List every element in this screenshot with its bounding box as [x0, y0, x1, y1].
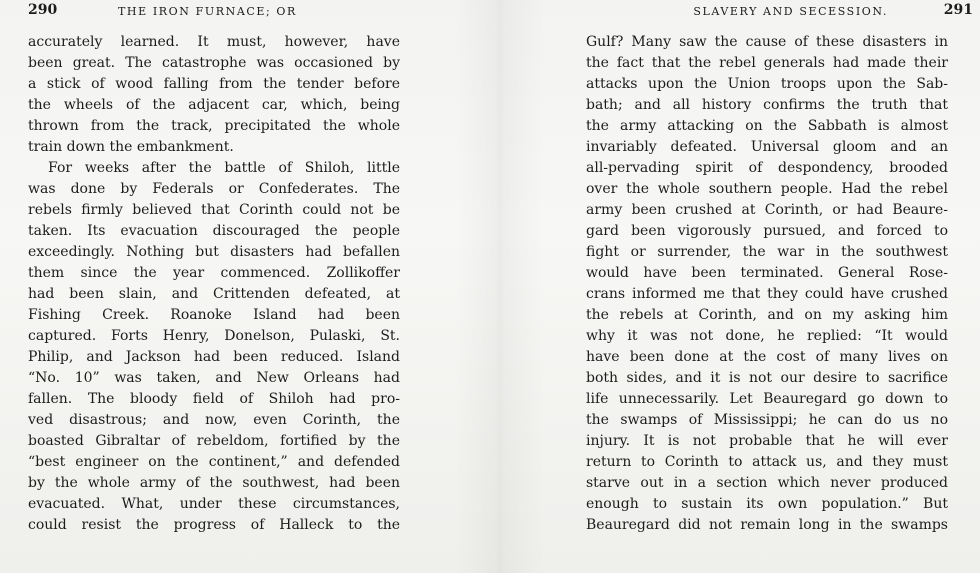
text-line: both sides, and it is not our desire to sacrifice [586, 370, 948, 386]
text-line: the rebels at Corinth, and on my asking him [586, 307, 948, 323]
text-line: return to Corinth to attack us, and they must [586, 454, 948, 470]
right-body-text [586, 32, 948, 536]
left-running-title: THE IRON FURNACE; OR [118, 5, 297, 18]
left-page [28, 0, 400, 536]
text-line: captured. Forts Henry, Donelson, Pulaski, St. [28, 328, 400, 344]
text-line: enough to sustain its own population.” But [586, 496, 948, 512]
text-line: ved disastrous; and now, even Corinth, the [28, 412, 400, 428]
text-line: a stick of wood falling from the tender before [28, 76, 400, 92]
text-line: crans informed me that they could have crushed [586, 286, 948, 302]
text-line: fallen. The bloody field of Shiloh had pro- [28, 391, 400, 407]
text-line: the swamps of Mississippi; he can do us no [586, 412, 948, 428]
text-line: would have been terminated. General Rose- [586, 265, 948, 281]
text-line: been great. The catastrophe was occasioned by [28, 55, 400, 71]
text-line: bath; and all history confirms the truth that [586, 97, 948, 113]
text-line: Philip, and Jackson had been reduced. Island [28, 349, 400, 365]
text-line: train down the embankment. [28, 139, 234, 155]
text-line: was done by Federals or Confederates. The [28, 181, 400, 197]
text-line: attacks upon the Union troops upon the Sab- [586, 76, 948, 92]
text-line: army been crushed at Corinth, or had Beaure- [586, 202, 948, 218]
right-running-title: SLAVERY AND SECESSION. [693, 5, 888, 18]
text-line: them since the year commenced. Zollikoffer [28, 265, 400, 281]
left-body-text [28, 32, 400, 536]
book-gutter [455, 0, 545, 573]
text-line: rebels firmly believed that Corinth could not be [28, 202, 400, 218]
text-line: invariably defeated. Universal gloom and an [586, 139, 948, 155]
text-line: boasted Gibraltar of rebeldom, fortified by the [28, 433, 400, 449]
text-line: all-pervading spirit of despondency, brooded [586, 160, 948, 176]
text-line: fight or surrender, the war in the southwest [586, 244, 948, 260]
text-line: had been slain, and Crittenden defeated, at [28, 286, 400, 302]
text-line: the fact that the rebel generals had made their [586, 55, 948, 71]
text-line: “No. 10” was taken, and New Orleans had [28, 370, 400, 386]
right-running-head [586, 0, 973, 24]
text-line: “best engineer on the continent,” and defended [28, 454, 400, 470]
text-line: taken. Its evacuation discouraged the people [28, 223, 400, 239]
left-running-head [28, 0, 400, 24]
text-line: exceedingly. Nothing but disasters had befallen [28, 244, 400, 260]
text-line: life unnecessarily. Let Beauregard go down to [586, 391, 948, 407]
text-line: the wheels of the adjacent car, which, being [28, 97, 400, 113]
right-page [586, 0, 973, 536]
text-line: have been done at the cost of many lives on [586, 349, 948, 365]
right-page-number: 291 [943, 2, 973, 18]
text-line: the army attacking on the Sabbath is almost [586, 118, 948, 134]
text-line: Beauregard did not remain long in the swamps [586, 517, 948, 533]
left-page-number: 290 [28, 2, 58, 18]
text-line: gard been vigorously pursued, and forced to [586, 223, 948, 239]
text-line: thrown from the track, precipitated the whole [28, 118, 400, 134]
text-line: starve out in a section which never produced [586, 475, 948, 491]
text-line: accurately learned. It must, however, have [28, 34, 400, 50]
text-line: over the whole southern people. Had the rebel [586, 181, 948, 197]
text-line: evacuated. What, under these circumstances, [28, 496, 400, 512]
text-line: For weeks after the battle of Shiloh, little [48, 160, 400, 176]
text-line: Gulf? Many saw the cause of these disasters in [586, 34, 948, 50]
text-line: by the whole army of the southwest, had been [28, 475, 400, 491]
text-line: why it was not done, he replied: “It would [586, 328, 948, 344]
text-line: could resist the progress of Halleck to the [28, 517, 400, 533]
text-line: Fishing Creek. Roanoke Island had been [28, 307, 400, 323]
text-line: injury. It is not probable that he will ever [586, 433, 948, 449]
